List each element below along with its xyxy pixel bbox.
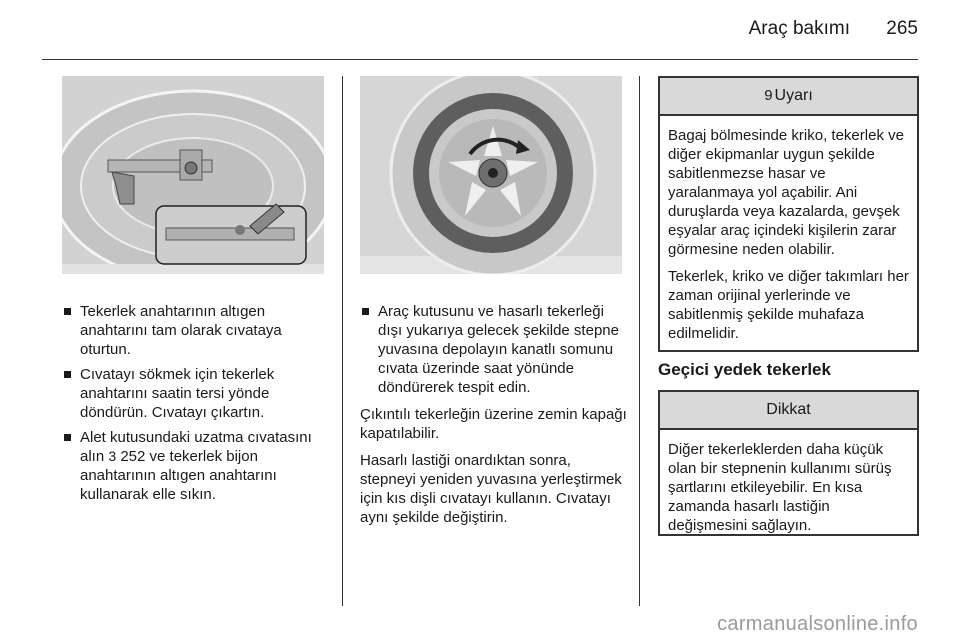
list-item (62, 428, 330, 504)
notice-paragraph: Diğer tekerleklerden daha küçük olan bir stepnenin kullanımı sürüş şartlarını etkileyebilir. En kısa zamanda hasarlı lastiğin değişmesini sağlayın. (668, 441, 892, 534)
column-divider-left (342, 76, 343, 606)
wrench-bolt-illustration (62, 76, 324, 274)
list-item: Araç kutusunu ve hasarlı tekerleği dışı yukarıya gelecek şekilde stepne yuvasına depolayın kanatlı somunu cıvata üzerinde saat yönünde döndürerek tespit edin. (360, 302, 628, 397)
warning-paragraph: Tekerlek, kriko ve diğer takımları her zaman orijinal yerlerinde ve sabitlenmiş şekilde muhafaza edilmelidir. (668, 268, 909, 342)
notice-box-header (660, 392, 917, 430)
watermark: carmanualsonline.info (717, 613, 918, 635)
page-header-title: Araç bakımı (748, 18, 850, 39)
warning-paragraph: Bagaj bölmesinde kriko, tekerlek ve diğer ekipmanlar uygun şekilde sabitlenmezse hasar ve yaralanmaya yol açabilir. Ani duruşlarda veya kazalarda, gevşek eşyalar araç içindeki kişilerin zarar görmesine neden olabilir. (668, 127, 904, 258)
left-text-column (62, 302, 330, 510)
notice-box-body (660, 430, 917, 547)
page-number: 265 (886, 18, 918, 39)
column-divider-right (639, 76, 640, 606)
notice-box (658, 390, 919, 536)
page-reference-icon: 3 (108, 448, 117, 464)
middle-bullet-list (360, 302, 628, 397)
warning-box-title: Uyarı (774, 87, 813, 104)
list-item: Cıvatayı sökmek için tekerlek anahtarını saatin tersi yönde döndürün. Cıvatayı çıkartın. (62, 365, 330, 422)
notice-box-title: Dikkat (766, 401, 811, 418)
list-item-text: ve tekerlek bijon anahtarının altıgen anahtarını kullanarak elle sıkın. (80, 448, 277, 503)
section-heading: Geçici yedek tekerlek (658, 360, 831, 379)
warning-triangle-icon: 9 (764, 87, 773, 104)
left-bullet-list (62, 302, 330, 504)
middle-text-column (360, 302, 628, 527)
paragraph: Hasarlı lastiği onardıktan sonra, stepneyi yeniden yuvasına yerleştirmek için kıs dişli cıvatayı kullanın. Cıvatayı aynı şekilde değiştirin. (360, 452, 622, 526)
paragraph: Çıkıntılı tekerleğin üzerine zemin kapağı kapatılabilir. (360, 406, 627, 442)
list-item-text: Alet kutusundaki uzatma cıvatasını alın (80, 429, 312, 465)
warning-box-body (660, 116, 917, 355)
warning-box (658, 76, 919, 352)
spare-wheel-illustration (360, 76, 622, 274)
warning-box-header (660, 78, 917, 116)
list-item: Tekerlek anahtarının altıgen anahtarını tam olarak cıvataya oturtun. (62, 302, 330, 359)
header-rule (42, 59, 918, 60)
page-reference-link[interactable]: 252 (120, 448, 146, 465)
